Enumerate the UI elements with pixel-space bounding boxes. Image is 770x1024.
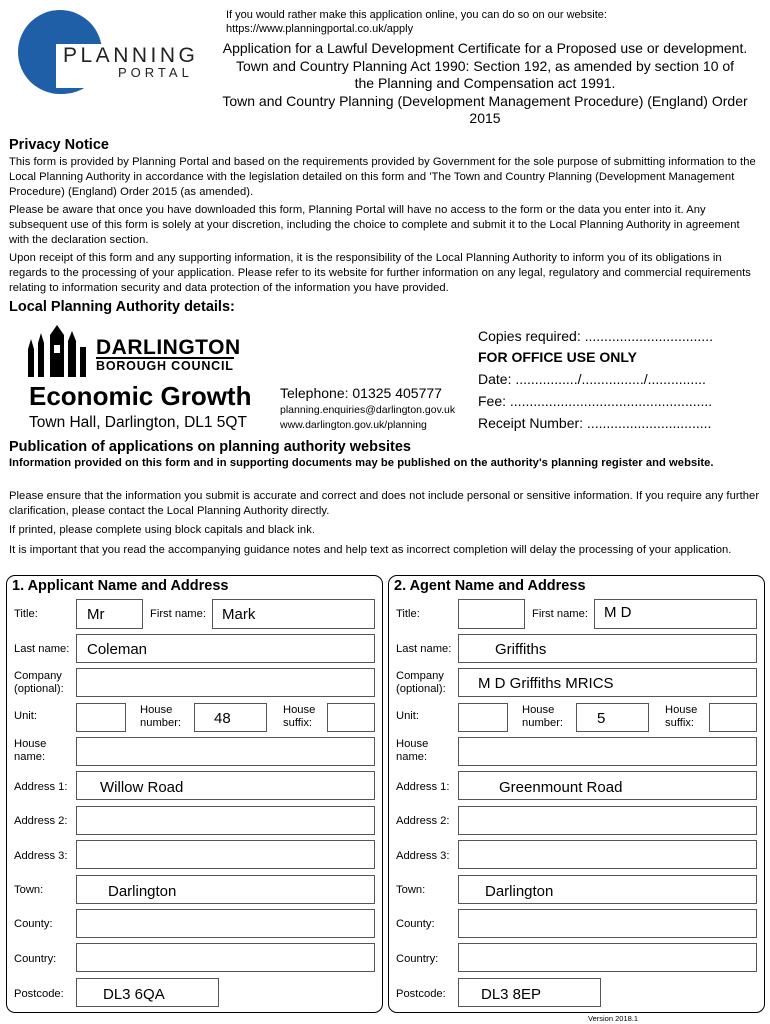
applicant-address2-field[interactable] [76, 806, 375, 835]
planning-portal-logo [8, 8, 198, 96]
agent-house-number-value: 5 [597, 710, 606, 727]
agent-house-name-field[interactable] [458, 737, 757, 766]
agent-house-number-field[interactable] [576, 703, 649, 732]
agent-town-value: Darlington [485, 883, 554, 900]
version-label: Version 2018.1 [588, 1014, 639, 1023]
agent-house-suffix-label-line2: suffix: [665, 716, 695, 729]
agent-address2-field[interactable] [458, 806, 757, 835]
applicant-house-suffix-field[interactable] [327, 703, 375, 732]
office-fee: Fee: .................................................... [478, 393, 713, 409]
applicant-unit-label: Unit: [14, 710, 38, 722]
applicant-last-name-value: Coleman [87, 641, 148, 658]
agent-house-number-label-line2: number: [522, 716, 564, 729]
applicant-postcode-label: Postcode: [14, 988, 64, 1000]
agent-house-suffix-field[interactable] [709, 703, 757, 732]
applicant-address3-label: Address 3: [14, 850, 68, 862]
privacy-para-3: Upon receipt of this form and any supporting information, it is the responsibility of the Local Planning Authority to inform you of its obligations in regards to the processing of your application. Please refer to its website for further information on any legal, regulatory and commercial requirements relating to information security and data protection of the information you have provided. [9, 252, 751, 294]
online-note: If you would rather make this application online, you can do so on our website: [226, 9, 607, 21]
applicant-title-label: Title: [14, 608, 38, 620]
privacy-para-1: This form is provided by Planning Portal and based on the requirements provided by Government for the sole purpose of submitting information to the Local Planning Authority in accordance with the legislation detailed on this form and 'The Town and Country Planning (Development Management Procedure) (England) Order 2015 (as amended). [9, 156, 756, 198]
house-number-label-line1: House [140, 704, 173, 716]
applicant-house-suffix-label [283, 704, 315, 729]
applicant-company-field[interactable] [76, 668, 375, 697]
agent-address1-value: Greenmount Road [499, 779, 623, 796]
council-web: www.darlington.gov.uk/planning [280, 419, 427, 431]
agent-address2-label: Address 2: [396, 815, 450, 827]
agent-company-label-line2: (optional): [396, 682, 446, 695]
office-receipt: Receipt Number: ................................ [478, 415, 712, 431]
applicant-heading: 1. Applicant Name and Address [12, 578, 229, 594]
applicant-address1-label: Address 1: [14, 781, 68, 793]
house-suffix-label-line2: suffix: [283, 716, 313, 729]
agent-house-number-label-line1: House [522, 704, 555, 716]
agent-title-field[interactable] [458, 599, 525, 629]
agent-county-field[interactable] [458, 909, 757, 938]
publication-bold-note: Information provided on this form and in supporting documents may be published on the authority's planning register and website. [9, 457, 714, 469]
publication-para-1: Please ensure that the information you submit is accurate and correct and does not include personal or sensitive information. If you require any further clarification, please contact the Local Planning Authority directly. [9, 490, 760, 517]
agent-country-label: Country: [396, 953, 439, 965]
title-line-2: Town and Country Planning Act 1990: Section 192, as amended by section 10 of [235, 57, 735, 74]
title-line-4: Town and Country Planning (Development Management Procedure) (England) Order [222, 92, 748, 109]
agent-last-name-label: Last name: [396, 643, 452, 655]
house-name-label-line1: House [14, 738, 47, 750]
house-name-label-line2: name: [14, 750, 46, 763]
lpa-heading: Local Planning Authority details: [9, 299, 235, 315]
privacy-heading: Privacy Notice [9, 137, 109, 153]
agent-address3-field[interactable] [458, 840, 757, 869]
applicant-county-label: County: [14, 918, 53, 930]
agent-unit-field[interactable] [458, 703, 508, 732]
logo-word-planning: PLANNING [63, 44, 199, 67]
agent-address3-label: Address 3: [396, 850, 450, 862]
council-address: Town Hall, Darlington, DL1 5QT [29, 414, 247, 431]
form-title [205, 40, 765, 128]
applicant-last-name-label: Last name: [14, 643, 70, 655]
agent-company-label-line1: Company [396, 670, 444, 682]
office-date: Date: ................/................/............... [478, 371, 706, 387]
applicant-town-value: Darlington [108, 883, 177, 900]
applicant-unit-field[interactable] [76, 703, 126, 732]
agent-first-name-label: First name: [532, 608, 588, 620]
applicant-address3-field[interactable] [76, 840, 375, 869]
applicant-house-name-label [14, 738, 46, 763]
agent-postcode-label: Postcode: [396, 988, 446, 1000]
agent-house-number-label [522, 704, 563, 729]
council-telephone: Telephone: 01325 405777 [280, 385, 442, 401]
title-line-3: the Planning and Compensation act 1991. [354, 75, 616, 91]
applicant-address2-label: Address 2: [14, 815, 68, 827]
applicant-town-label: Town: [14, 884, 44, 896]
applicant-title-value: Mr [87, 606, 105, 623]
applicant-address1-value: Willow Road [100, 779, 184, 796]
company-label-line2: (optional): [14, 682, 64, 695]
agent-heading: 2. Agent Name and Address [394, 578, 586, 594]
agent-house-name-label-line1: House [396, 738, 429, 750]
house-number-label-line2: number: [140, 716, 182, 729]
agent-country-field[interactable] [458, 943, 757, 972]
agent-unit-label: Unit: [396, 710, 420, 722]
applicant-country-label: Country: [14, 953, 57, 965]
logo-word-portal: PORTAL [118, 65, 193, 80]
applicant-postcode-value: DL3 6QA [103, 986, 165, 1003]
house-suffix-label-line1: House [283, 704, 316, 716]
agent-first-name-value: M D [604, 604, 632, 621]
applicant-country-field[interactable] [76, 943, 375, 972]
agent-house-suffix-label [665, 704, 697, 729]
applicant-house-name-field[interactable] [76, 737, 375, 766]
applicant-company-label [14, 670, 64, 695]
office-use-only: FOR OFFICE USE ONLY [478, 349, 637, 365]
council-subname: BOROUGH COUNCIL [96, 359, 234, 373]
office-copies: Copies required: ................................. [478, 328, 713, 344]
agent-title-label: Title: [396, 608, 420, 620]
applicant-house-number-label [140, 704, 181, 729]
council-email: planning.enquiries@darlington.gov.uk [280, 404, 456, 416]
agent-house-name-label [396, 738, 428, 763]
agent-house-suffix-label-line1: House [665, 704, 698, 716]
agent-house-name-label-line2: name: [396, 750, 428, 763]
online-url[interactable]: https://www.planningportal.co.uk/apply [226, 23, 414, 35]
publication-para-2: If printed, please complete using block capitals and black ink. [9, 524, 316, 536]
publication-heading: Publication of applications on planning authority websites [9, 439, 411, 455]
agent-address1-label: Address 1: [396, 781, 450, 793]
agent-postcode-value: DL3 8EP [481, 986, 542, 1003]
council-name: DARLINGTON [96, 336, 241, 359]
economic-growth: Economic Growth [29, 381, 252, 411]
company-label-line1: Company [14, 670, 62, 682]
applicant-house-number-value: 48 [214, 710, 231, 727]
publication-para-3: It is important that you read the accompanying guidance notes and help text as incorrect completion will delay the processing of your application. [9, 544, 732, 556]
agent-last-name-value: Griffiths [495, 641, 547, 658]
title-line-5: 2015 [469, 110, 501, 126]
agent-company-label [396, 670, 446, 695]
privacy-para-2: Please be aware that once you have downloaded this form, Planning Portal will have no access to the form or the data you enter into it. Any subsequent use of this form is solely at your discretion, including the choice to complete and submit it to the Local Planning Authority in agreement with the declaration section. [9, 204, 740, 246]
applicant-first-name-label: First name: [150, 608, 206, 620]
agent-town-label: Town: [396, 884, 426, 896]
applicant-first-name-value: Mark [222, 606, 256, 623]
agent-county-label: County: [396, 918, 435, 930]
agent-company-value: M D Griffiths MRICS [478, 675, 614, 692]
title-line-1: Application for a Lawful Development Certificate for a Proposed use or development. [222, 40, 748, 56]
applicant-county-field[interactable] [76, 909, 375, 938]
darlington-crest-icon [26, 325, 90, 377]
